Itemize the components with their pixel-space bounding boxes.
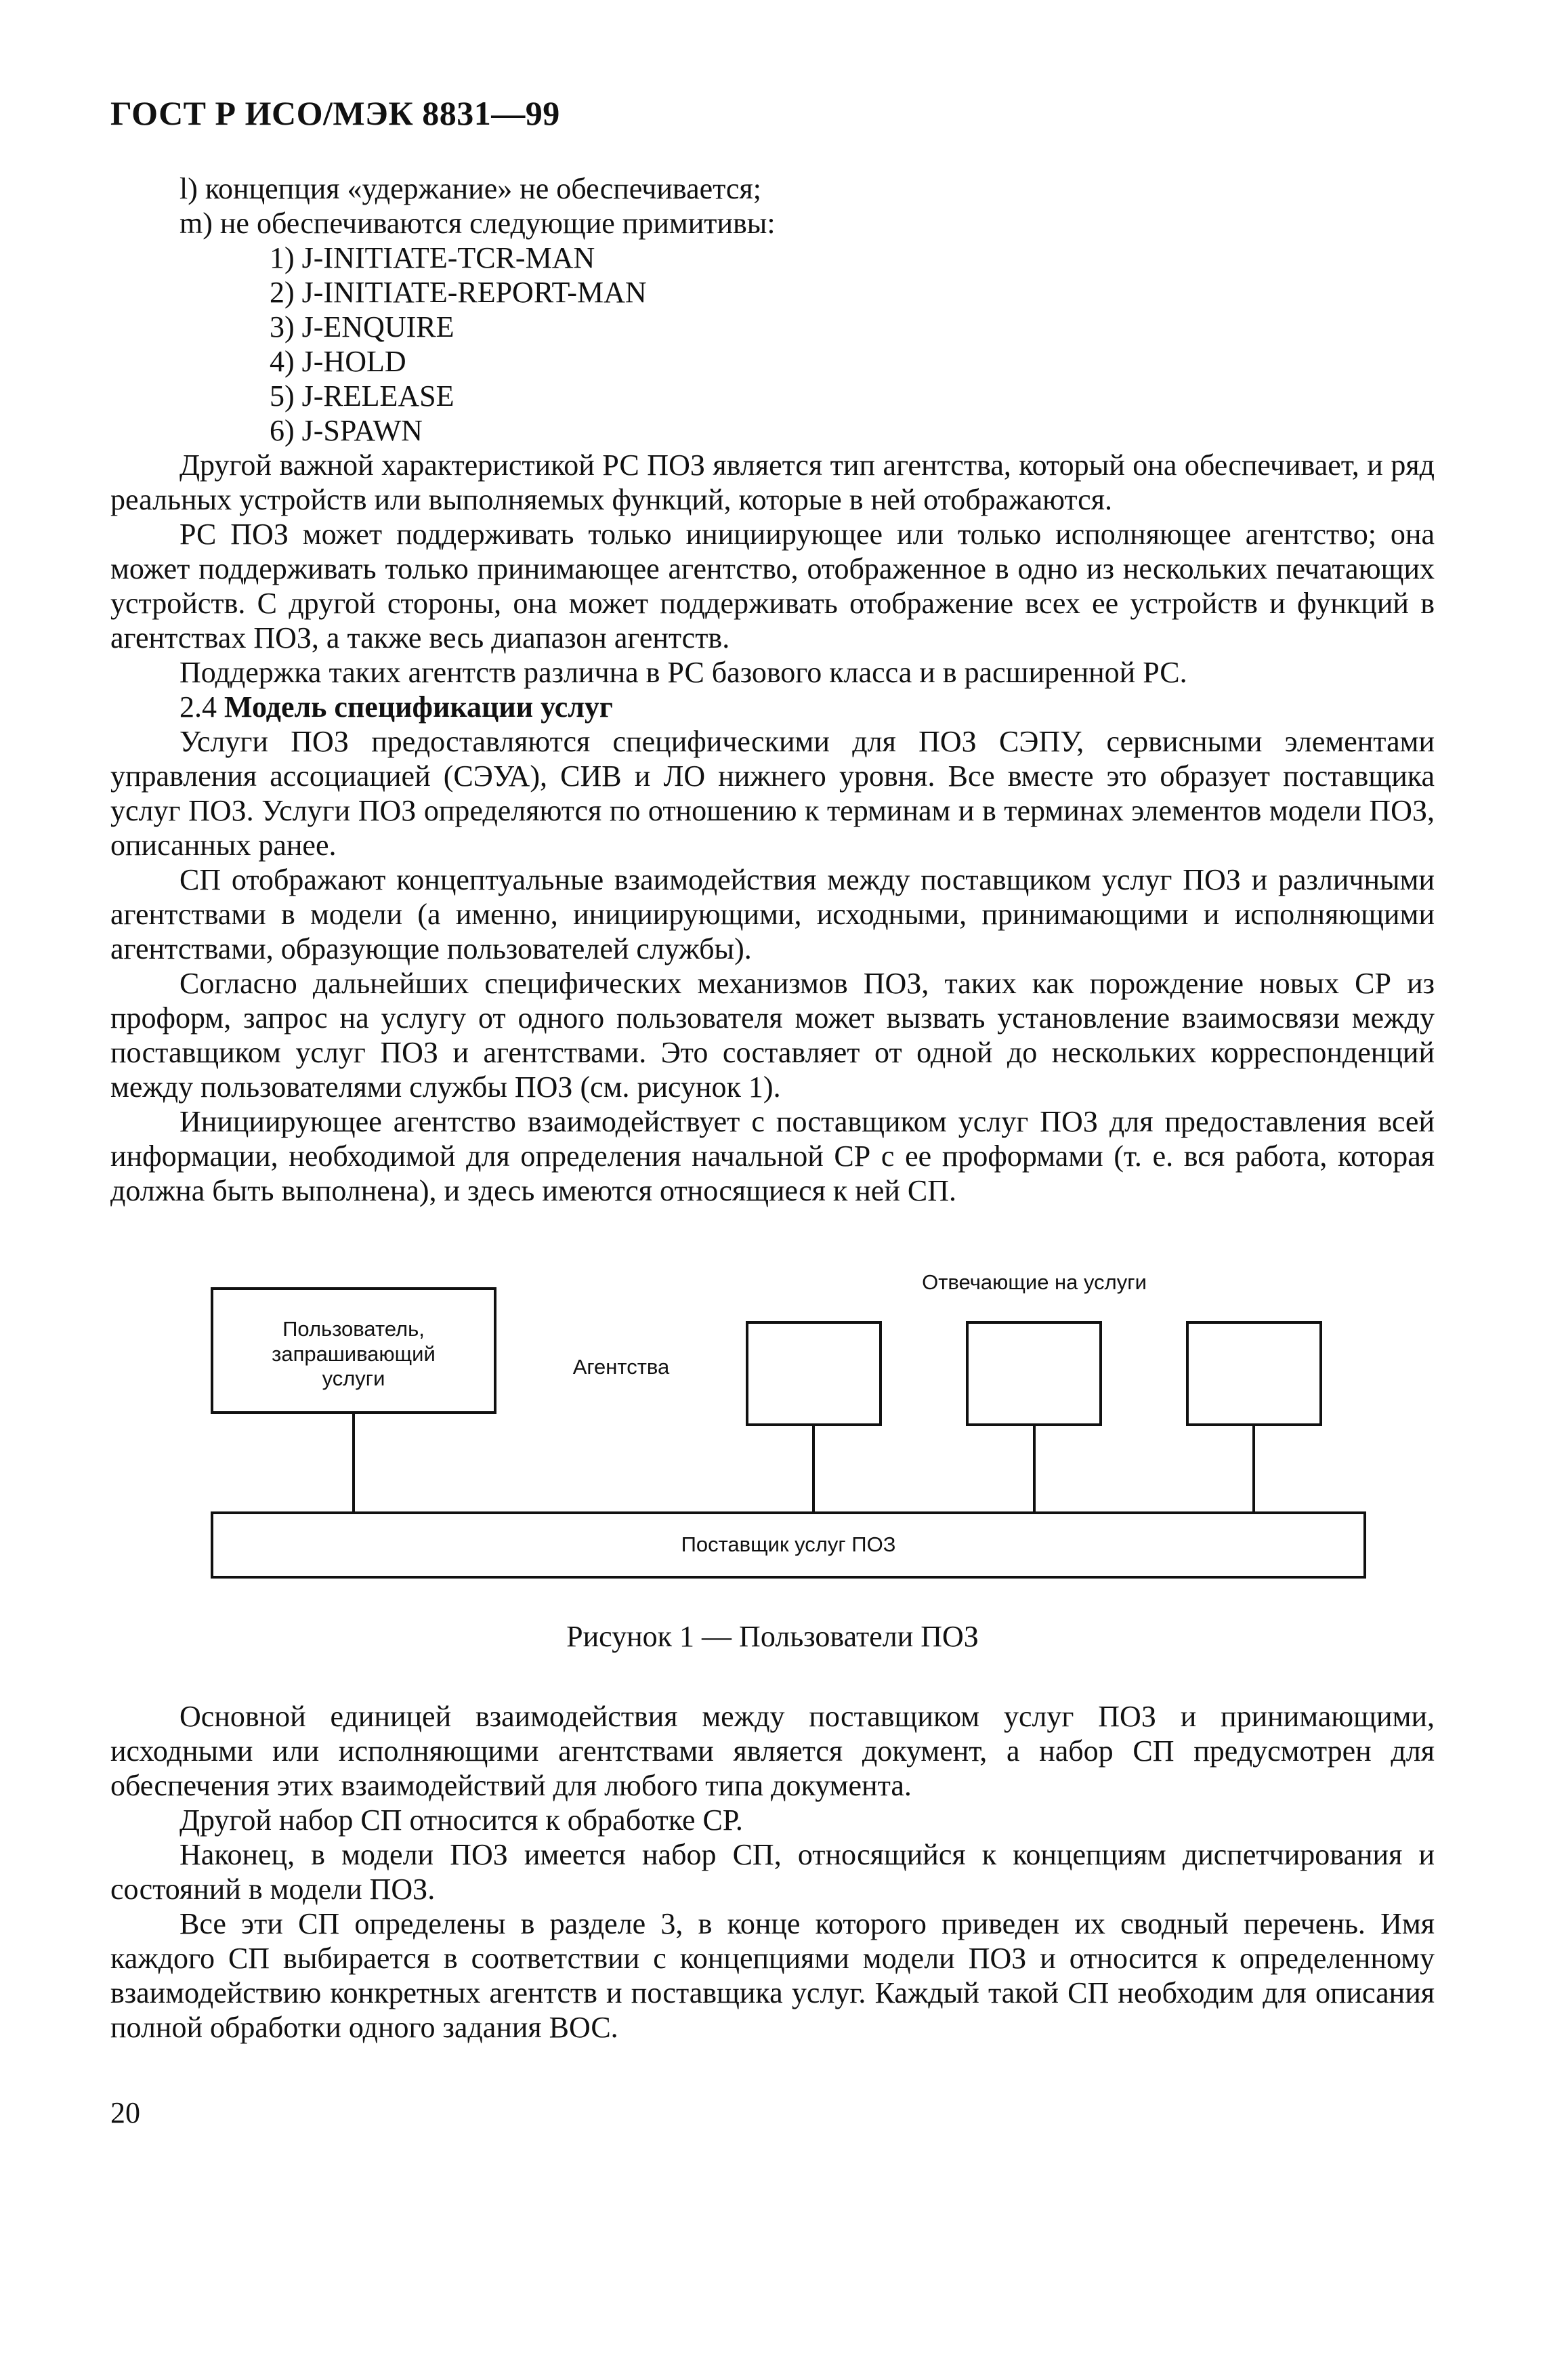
text-block-top <box>110 171 1435 1208</box>
document-header: ГОСТ Р ИСО/МЭК 8831—99 <box>110 94 560 132</box>
primitive-item: 6) J-SPAWN <box>270 414 423 447</box>
responder-box <box>967 1322 1101 1425</box>
figure-caption: Рисунок 1 — Пользователи ПОЗ <box>566 1620 979 1653</box>
section-number: 2.4 <box>179 690 217 724</box>
primitive-item: 4) J-HOLD <box>270 345 406 378</box>
primitive-item: 1) J-INITIATE-TCR-MAN <box>270 241 595 274</box>
text-block-bottom <box>110 1699 1435 2045</box>
primitive-item: 3) J-ENQUIRE <box>270 310 454 343</box>
figure-diagram <box>0 1247 1545 1599</box>
list-item-m: m) не обеспечиваются следующие примитивы: <box>179 207 776 240</box>
agencies-label: Агентства <box>572 1355 670 1379</box>
paragraph: Согласно дальнейших специфических механизмов ПОЗ, таких как порождение новых СР из проформ, запрос на услугу от одного пользователя может вызвать установление взаимосвязи между поставщиком услуг ПОЗ и агентствами. Это составляет от одной до нескольких корреспонденций между пользователями службы ПОЗ (см. рисунок 1). <box>110 967 1435 1104</box>
requester-label-line: запрашивающий <box>272 1342 436 1366</box>
requester-label-line: услуги <box>322 1366 385 1390</box>
responder-box <box>1187 1322 1321 1425</box>
paragraph: Инициирующее агентство взаимодействует с поставщиком услуг ПОЗ для предоставления всей информации, необходимой для определения начальной СР с ее проформами (т. е. вся работа, которая должна быть выполнена), и здесь имеются относящиеся к ней СП. <box>110 1105 1435 1207</box>
section-title: Модель спецификации услуг <box>224 690 613 724</box>
paragraph: Другой набор СП относится к обработке СР. <box>179 1803 743 1837</box>
page-number: 20 <box>110 2096 140 2129</box>
paragraph: РС ПОЗ может поддерживать только инициирующее или только исполняющее агентство; она может поддерживать только принимающее агентство, отображенное в одно из нескольких печатающих устройств. С другой стороны, она может поддерживать отображение всех ее устройств и функций в агентствах ПОЗ, а также весь диапазон агентств. <box>110 518 1435 654</box>
paragraph: Поддержка таких агентств различна в РС базового класса и в расширенной РС. <box>179 656 1187 689</box>
responders-label: Отвечающие на услуги <box>922 1270 1147 1294</box>
primitives-list <box>110 241 1435 448</box>
section-heading <box>110 690 1435 724</box>
paragraph: Все эти СП определены в разделе 3, в конце которого приведен их сводный перечень. Имя каждого СП выбирается в соответствии с концепциями модели ПОЗ и относится к определенному взаимодействию конкретных агентств и поставщика услуг. Каждый такой СП необходим для описания полной обработки одного задания ВОС. <box>110 1907 1435 2044</box>
paragraph: Другой важной характеристикой РС ПОЗ является тип агентства, который она обеспечивает, и ряд реальных устройств или выполняемых функций, которые в ней отображаются. <box>110 448 1435 516</box>
paragraph: Основной единицей взаимодействия между поставщиком услуг ПОЗ и принимающими, исходными или исполняющими агентствами является документ, а набор СП предусмотрен для обеспечения этих взаимодействий для любого типа документа. <box>110 1700 1435 1802</box>
responder-box <box>747 1322 881 1425</box>
provider-label: Поставщик услуг ПОЗ <box>681 1532 896 1556</box>
list-item-l: l) концепция «удержание» не обеспечивается; <box>179 172 761 205</box>
paragraph: Услуги ПОЗ предоставляются специфическими для ПОЗ СЭПУ, сервисными элементами управления ассоциацией (СЭУА), СИВ и ЛО нижнего уровня. Все вместе это образует поставщика услуг ПОЗ. Услуги ПОЗ определяются по отношению к терминам и в терминах элементов модели ПОЗ, описанных ранее. <box>110 725 1435 862</box>
requester-label-line: Пользователь, <box>282 1317 425 1341</box>
primitive-item: 2) J-INITIATE-REPORT-MAN <box>270 276 647 309</box>
primitive-item: 5) J-RELEASE <box>270 379 454 413</box>
paragraph: Наконец, в модели ПОЗ имеется набор СП, относящийся к концепциям диспетчирования и состояний в модели ПОЗ. <box>110 1838 1435 1906</box>
paragraph: СП отображают концептуальные взаимодействия между поставщиком услуг ПОЗ и различными агентствами в модели (а именно, инициирующими, исходными, принимающими и исполняющими агентствами, образующие пользователей службы). <box>110 863 1435 965</box>
